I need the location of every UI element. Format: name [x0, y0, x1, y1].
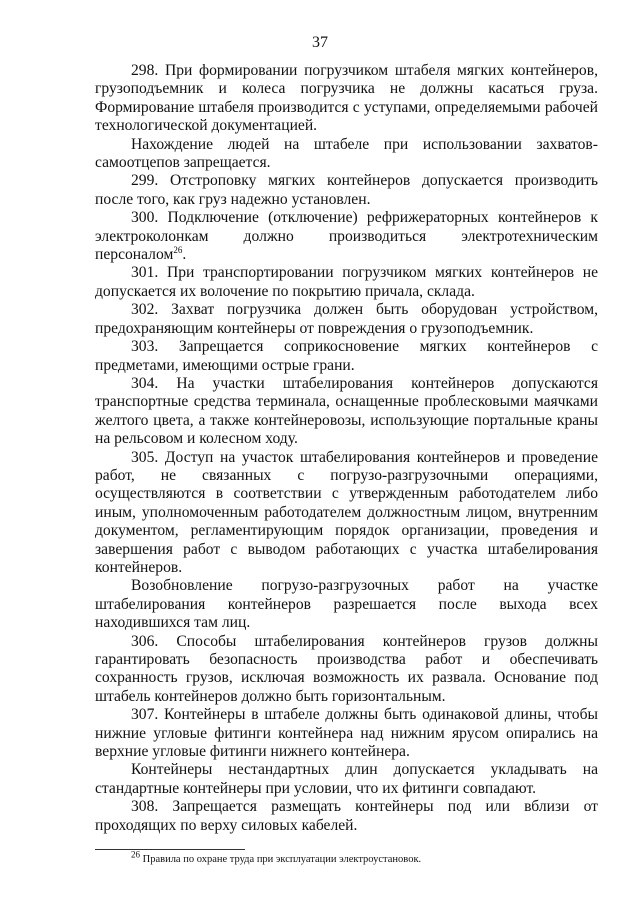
paragraph-299: 299. Отстроповку мягких контейнеров допускается производить после того, как груз надежно установлен.: [95, 172, 598, 208]
page-number: 37: [312, 34, 328, 51]
paragraph-302: 302. Захват погрузчика должен быть оборудован устройством, предохраняющим контейнеры от повреждения о грузоподъемник.: [95, 301, 598, 337]
footnote-text: Правила по охране труда при эксплуатации электроустановок.: [142, 854, 422, 865]
paragraph-298-people: Нахождение людей на штабеле при использовании захватов-самоотцепов запрещается.: [95, 135, 598, 172]
footnote: [131, 849, 601, 866]
footnote-divider: [95, 849, 245, 850]
paragraph-307: 307. Контейнеры в штабеле должны быть одинаковой длины, чтобы нижние угловые фитинги контейнера над нижним ярусом опирались на верхние угловые фитинги нижнего контейнера.: [95, 706, 598, 761]
paragraph-308: 308. Запрещается размещать контейнеры под или вблизи от проходящих по верху силовых кабелей.: [95, 798, 598, 834]
paragraph-306: 306. Способы штабелирования контейнеров грузов должны гарантировать безопасность производства работ и обеспечивать сохранность грузов, исключая возможность их развала. Основание под штабель контейнеров должно быть горизонтальным.: [95, 632, 598, 705]
footnote-marker: 26: [131, 849, 140, 860]
paragraph-304: 304. На участки штабелирования контейнеров допускаются транспортные средства терминала, оснащенные проблесковыми маячками желтого цвета, а также контейнеровозы, использующие портальные краны на рельсовом и колесном ходу.: [95, 374, 598, 448]
paragraph-305: 305. Доступ на участок штабелирования контейнеров и проведение работ, не связанных с погрузо-разгрузочными операциями, осуществляются в соответствии с утвержденным работодателем либо иным, уполномоченным работодателем должностным лицом, внутренним документом, регламентирующим порядок организации, проведения и завершения работ с выводом работающих с участка штабелирования контейнеров.: [95, 448, 598, 576]
paragraph-298: 298. При формировании погрузчиком штабеля мягких контейнеров, грузоподъемник и колеса погрузчика не должны касаться груза. Формирование штабеля производится с уступами, определяемыми рабочей технологической документацией.: [95, 62, 598, 135]
paragraph-305-resume: Возобновление погрузо-разгрузочных работ на участке штабелирования контейнеров разрешается после выхода всех находившихся там лиц.: [95, 577, 598, 632]
paragraph-307-nonstandard: Контейнеры нестандартных длин допускается укладывать на стандартные контейнеры при условии, что их фитинги совпадают.: [95, 761, 598, 797]
document-body: [95, 62, 598, 835]
paragraph-300-end: .: [182, 246, 187, 264]
footnote-reference: 26: [173, 244, 183, 255]
paragraph-300-text: 300. Подключение (отключение) рефрижераторных контейнеров к электроколонкам должно производиться электротехническим персоналом: [95, 209, 598, 264]
paragraph-300: [95, 209, 598, 264]
paragraph-303: 303. Запрещается соприкосновение мягких контейнеров с предметами, имеющими острые грани.: [95, 338, 598, 374]
paragraph-301: 301. При транспортировании погрузчиком мягких контейнеров не допускается их волочение по покрытию причала, склада.: [95, 264, 598, 300]
